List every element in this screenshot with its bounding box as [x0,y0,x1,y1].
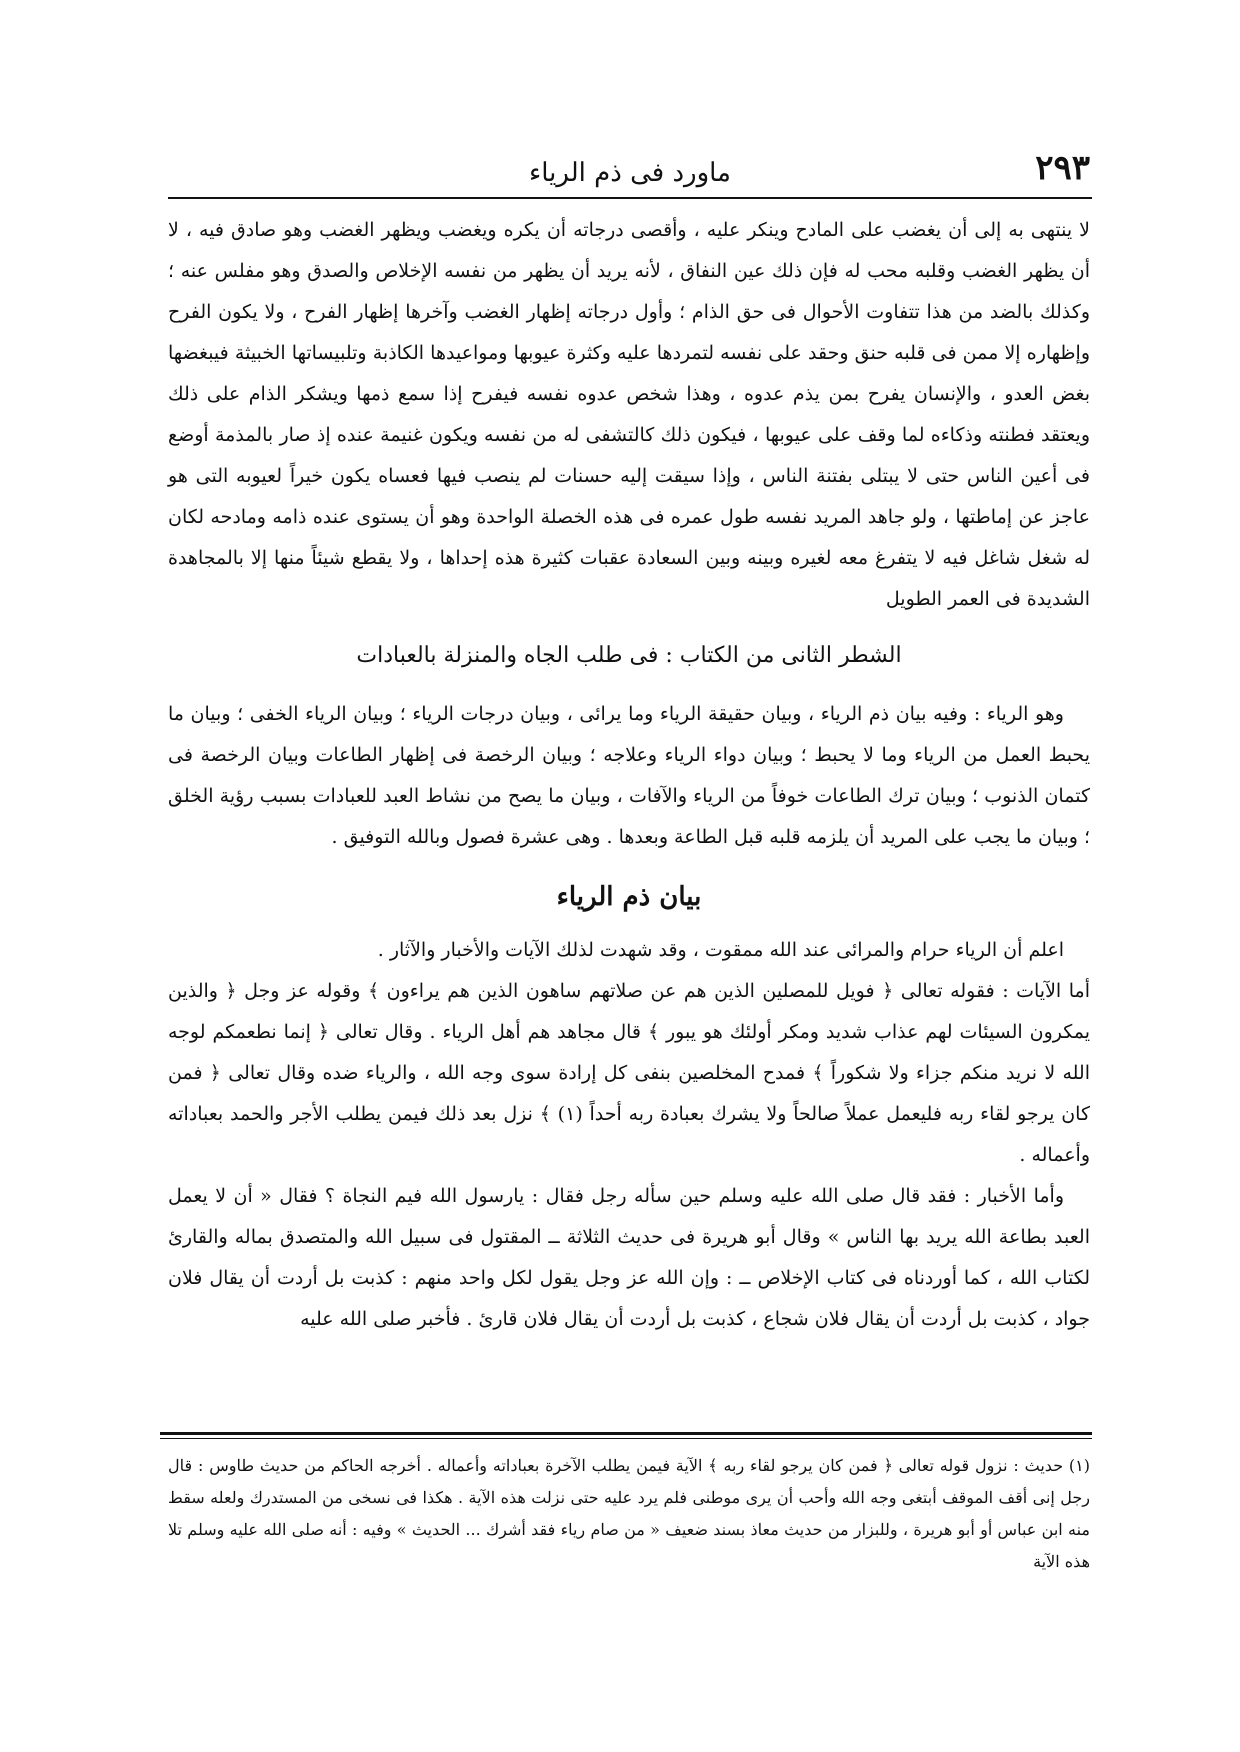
running-title: ماورد فى ذم الرياء [529,158,731,188]
footnotes [168,1450,1090,1578]
header-rule [168,197,1092,199]
page-number: ٢٩٣ [1035,148,1090,188]
body-paragraph: أما الآيات : فقوله تعالى ﴿ فويل للمصلين الذين هم عن صلاتهم ساهون الذين هم يراءون ﴾ وقوله عز وجل ﴿ والذين يمكرون السيئات لهم عذاب شديد ومكر أولئك هو يبور ﴾ قال مجاهد هم أهل الرياء . وقال تعالى ﴿ إنما نطعمكم لوجه الله لا نريد منكم جزاء ولا شكوراً ﴾ فمدح المخلصين بنفى كل إرادة سوى وجه الله ، والرياء ضده وقال تعالى ﴿ فمن كان يرجو لقاء ربه فليعمل عملاً صالحاً ولا يشرك بعبادة ربه أحداً (١) ﴾ نزل بعد ذلك فيمن يطلب الأجر والحمد بعباداته وأعماله . [168,980,1090,1166]
intro-paragraph: لا ينتهى به إلى أن يغضب على المادح وينكر عليه ، وأقصى درجاته أن يكره ويغضب ويظهر الغضب وهو صادق فيه ، لا أن يظهر الغضب وقلبه محب له فإن ذلك عين النفاق ، لأنه يريد أن يظهر من نفسه الإخلاص والصدق وهو مفلس عنه ؛ وكذلك بالضد من هذا تتفاوت الأحوال فى حق الذام ؛ وأول درجاته إظهار الغضب وآخرها إظهار الفرح ، ولا يكون الفرح وإظهاره إلا ممن فى قلبه حنق وحقد على نفسه لتمردها عليه وكثرة عيوبها ومواعيدها الكاذبة وتلبيساتها الخبيثة فيبغضها بغض العدو ، والإنسان يفرح بمن يذم عدوه ، وهذا شخص عدوه نفسه فيفرح إذا سمع ذمها ويشكر الذام على ذلك ويعتقد فطنته وذكاءه لما وقف على عيوبها ، فيكون ذلك كالتشفى له من نفسه ويكون غنيمة عنده إذ صار بالمذمة أوضع فى أعين الناس حتى لا يبتلى بفتنة الناس ، وإذا سيقت إليه حسنات لم ينصب فيها فعساه يكون خيراً لعيوبه التى هو عاجز عن إماطتها ، ولو جاهد المريد نفسه طول عمره فى هذه الخصلة الواحدة وهو أن يستوى عنده ذامه ومادحه لكان له شغل شاغل فيه لا يتفرغ معه لغيره وبينه وبين السعادة عقبات كثيرة هذه إحداها ، ولا يقطع شيئاً منها إلا بالمجاهدة الشديدة فى العمر الطويل [168,219,1090,610]
footnote: (١) حديث : نزول قوله تعالى ﴿ فمن كان يرجو لقاء ربه ﴾ الآية فيمن يطلب الآخرة بعباداته وأعماله . أخرجه الحاكم من حديث طاوس : قال رجل إنى أقف الموقف أبتغى وجه الله وأحب أن يرى موطنى فلم يرد عليه حتى نزلت هذه الآية . هكذا فى نسخى من المستدرك ولعله سقط منه ابن عباس أو أبو هريرة ، وللبزار من حديث معاذ بسند ضعيف « من صام رياء فقد أشرك ... الحديث » وفيه : أنه صلى الله عليه وسلم تلا هذه الآية [168,1456,1091,1571]
footnote-rule-thin [160,1438,1092,1439]
page-header [170,148,1090,198]
section-heading: الشطر الثانى من الكتاب : فى طلب الجاه والمنزلة بالعبادات [356,643,902,668]
main-text [168,210,1090,1340]
body-paragraph: وأما الأخبار : فقد قال صلى الله عليه وسلم حين سأله رجل فقال : يارسول الله فيم النجاة ؟ فقال « أن لا يعمل العبد بطاعة الله يريد بها الناس » وقال أبو هريرة فى حديث الثلاثة ــ المقتول فى سبيل الله والمتصدق بماله والقارئ لكتاب الله ، كما أوردناه فى كتاب الإخلاص ــ : وإن الله عز وجل يقول لكل واحد منهم : كذبت بل أردت أن يقال فلان جواد ، كذبت بل أردت أن يقال فلان شجاع ، كذبت بل أردت أن يقال فلان قارئ . فأخبر صلى الله عليه [168,1185,1090,1330]
body-paragraph: اعلم أن الرياء حرام والمرائى عند الله ممقوت ، وقد شهدت لذلك الآيات والأخبار والآثار . [377,939,1064,961]
chapter-heading: بيان ذم الرياء [556,882,702,912]
footnote-rule [160,1432,1092,1435]
section-intro-paragraph: وهو الرياء : وفيه بيان ذم الرياء ، وبيان حقيقة الرياء وما يرائى ، وبيان درجات الرياء ؛ وبيان الرياء الخفى ؛ وبيان ما يحبط العمل من الرياء وما لا يحبط ؛ وبيان دواء الرياء وعلاجه ؛ وبيان الرخصة فى إظهار الطاعات وبيان الرخصة فى كتمان الذنوب ؛ وبيان ترك الطاعات خوفاً من الرياء والآفات ، وبيان ما يصح من نشاط العبد للعبادات بسبب رؤية الخلق ؛ وبيان ما يجب على المريد أن يلزمه قلبه قبل الطاعة وبعدها . وهى عشرة فصول وبالله التوفيق . [168,703,1090,848]
